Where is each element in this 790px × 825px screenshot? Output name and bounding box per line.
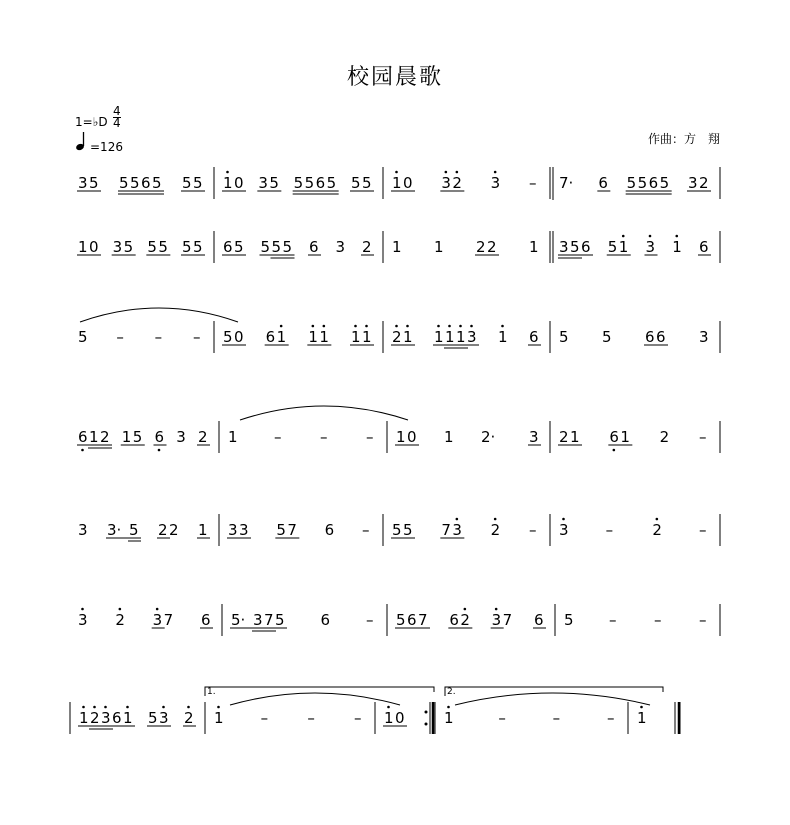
high-octave-dot — [395, 171, 398, 174]
tempo-mark: =126 — [90, 140, 123, 154]
high-octave-dot — [622, 235, 625, 238]
note-digit: 1 — [89, 428, 99, 446]
note-digit: 1 — [78, 238, 88, 256]
high-octave-dot — [312, 325, 315, 328]
note-digit: 5 — [564, 611, 574, 629]
high-octave-dot — [456, 171, 459, 174]
high-octave-dot — [119, 608, 122, 611]
high-octave-dot — [280, 325, 283, 328]
composer-credit: 作曲：方 翔 — [647, 132, 720, 146]
note-digit: 2 — [169, 521, 179, 539]
high-octave-dot — [156, 608, 159, 611]
note-digit: 6 — [141, 174, 151, 192]
high-octave-dot — [126, 706, 129, 709]
note-digit: 6 — [223, 238, 233, 256]
high-octave-dot — [104, 706, 107, 709]
note-digit: 7 — [502, 611, 513, 629]
note-digit: 6 — [645, 328, 655, 346]
note-digit: – — [366, 428, 374, 446]
note-digit: 5 — [260, 238, 271, 256]
tie-slur — [80, 308, 238, 322]
song-title: 校园晨歌 — [346, 65, 443, 90]
note-digit: – — [699, 611, 707, 629]
high-octave-dot — [447, 706, 450, 709]
note-digit: 3 — [239, 521, 249, 539]
note-digit: 1 — [123, 709, 133, 727]
high-octave-dot — [162, 706, 165, 709]
note-digit: 5 — [362, 174, 372, 192]
high-octave-dot — [217, 706, 220, 709]
note-digit: 3 — [645, 238, 656, 256]
note-digit: 1 — [384, 709, 394, 727]
note-digit: 3 — [78, 174, 88, 192]
low-octave-dot — [158, 449, 161, 452]
note-digit: – — [116, 328, 124, 346]
note-digit: 5 — [158, 238, 168, 256]
note-digit: 2 — [490, 521, 501, 539]
note-digit: 6 — [78, 428, 88, 446]
note-digit: 5 — [193, 174, 203, 192]
note-digit: 2 — [362, 238, 372, 256]
note-digit: 3 — [688, 174, 698, 192]
note-digit: 3 — [491, 611, 502, 629]
flat-sign: ♭ — [92, 115, 99, 129]
note-digit: 5 — [130, 174, 140, 192]
note-digit: – — [605, 521, 614, 539]
high-octave-dot — [656, 518, 659, 521]
note-digit: 5 — [148, 709, 158, 727]
note-digit: 5 — [559, 328, 569, 346]
time-top: 4 — [113, 104, 121, 118]
note-digit: 5 — [626, 174, 637, 192]
note-digit: 2· — [481, 428, 496, 446]
note-digit: – — [552, 709, 561, 727]
note-digit: 5 — [293, 174, 304, 192]
note-digit: – — [362, 521, 370, 539]
note-digit: 3 — [112, 238, 123, 256]
note-digit: 3 — [559, 238, 569, 256]
note-digit: 1 — [570, 428, 580, 446]
note-digit: 2 — [392, 328, 402, 346]
note-digit: 5 — [182, 174, 192, 192]
note-digit: 1 — [223, 174, 233, 192]
note-digit: 1 — [392, 238, 402, 256]
note-digit: 1 — [396, 428, 406, 446]
note-digit: – — [529, 521, 537, 539]
high-octave-dot — [464, 608, 467, 611]
note-digit: 5 — [607, 238, 618, 256]
note-digit: 5 — [304, 174, 315, 192]
note-digit: 2 — [460, 611, 470, 629]
note-digit: 3 — [258, 174, 268, 192]
high-octave-dot — [226, 171, 229, 174]
note-digit: 3 — [452, 521, 462, 539]
note-digit: 0 — [407, 428, 417, 446]
note-digit: 3 — [228, 521, 238, 539]
note-digit: – — [529, 174, 537, 192]
note-digit: – — [607, 709, 615, 727]
note-digit: – — [193, 328, 201, 346]
note-digit: 2 — [158, 521, 168, 539]
high-octave-dot — [406, 325, 409, 328]
note-digit: – — [366, 611, 374, 629]
note-digit: 3 — [335, 238, 346, 256]
note-digit: 5 — [276, 521, 286, 539]
high-octave-dot — [448, 325, 451, 328]
high-octave-dot — [445, 171, 448, 174]
note-digit: 1 — [529, 238, 539, 256]
high-octave-dot — [501, 325, 504, 328]
low-octave-dot — [613, 449, 616, 452]
note-digit: 6 — [154, 428, 165, 446]
note-digit: 5 — [326, 174, 337, 192]
note-digit: 5 — [637, 174, 648, 192]
high-octave-dot — [640, 706, 643, 709]
volta-first-label: 1. — [207, 687, 216, 697]
high-octave-dot — [675, 235, 678, 238]
high-octave-dot — [354, 325, 357, 328]
note-digit: 6 — [699, 238, 709, 256]
note-digit: 5 — [659, 174, 670, 192]
note-digit: – — [609, 611, 617, 629]
note-digit: – — [498, 709, 506, 727]
note-digit: 2 — [559, 428, 569, 446]
note-digit: 6 — [449, 611, 459, 629]
note-digit: 3· — [107, 521, 122, 539]
note-digit: 3 — [101, 709, 111, 727]
high-octave-dot — [93, 706, 96, 709]
note-digit: 3 — [78, 521, 88, 539]
note-digit: 5 — [275, 611, 285, 629]
note-digit: 2 — [652, 521, 662, 539]
note-digit: 7 — [264, 611, 274, 629]
note-digit: 3 — [78, 611, 88, 629]
note-digit: 2 — [476, 238, 486, 256]
note-digit: 3 — [699, 328, 709, 346]
note-digit: 5 — [193, 238, 203, 256]
note-digit: 7 — [287, 521, 297, 539]
note-digit: 1 — [498, 328, 508, 346]
note-digit: 5 — [89, 174, 99, 192]
note-digit: 5 — [403, 521, 413, 539]
high-octave-dot — [387, 706, 390, 709]
note-digit: 1 — [351, 328, 361, 346]
note-digit: 5 — [351, 174, 361, 192]
repeat-dot — [425, 711, 428, 714]
note-digit: 5 — [182, 238, 192, 256]
high-octave-dot — [323, 325, 326, 328]
note-digit: 1 — [276, 328, 287, 346]
note-digit: 1 — [618, 238, 629, 256]
note-digit: 2 — [100, 428, 110, 446]
note-digit: – — [654, 611, 662, 629]
high-octave-dot — [81, 608, 84, 611]
note-digit: 6 — [315, 174, 326, 192]
note-digit: 0 — [234, 328, 244, 346]
note-digit: 5 — [123, 238, 134, 256]
note-digit: 5 — [119, 174, 129, 192]
note-digit: 6 — [656, 328, 666, 346]
note-digit: 6 — [201, 611, 211, 629]
note-digit: 5 — [396, 611, 406, 629]
note-digit: 5 — [392, 521, 402, 539]
note-digit: – — [154, 328, 163, 346]
high-octave-dot — [494, 171, 497, 174]
note-digit: 3 — [176, 428, 186, 446]
note-digit: 6 — [309, 238, 319, 256]
note-digit: 3 — [253, 611, 263, 629]
note-digit: 5 — [234, 238, 244, 256]
volta-second-label: 2. — [447, 687, 456, 697]
note-digit: 5 — [282, 238, 293, 256]
note-digit: 5 — [78, 328, 88, 346]
high-octave-dot — [495, 608, 498, 611]
note-digit: 0 — [89, 238, 99, 256]
note-digit: 1 — [456, 328, 466, 346]
note-digit: 5 — [132, 428, 143, 446]
note-digit: 5 — [269, 174, 279, 192]
note-digit: 6 — [598, 174, 608, 192]
note-digit: – — [260, 709, 269, 727]
note-digit: 5 — [147, 238, 157, 256]
note-digit: 2 — [198, 428, 208, 446]
note-digit: 2 — [115, 611, 125, 629]
note-digit: 3 — [152, 611, 163, 629]
high-octave-dot — [649, 235, 652, 238]
high-octave-dot — [395, 325, 398, 328]
note-digit: 6 — [265, 328, 276, 346]
high-octave-dot — [456, 518, 459, 521]
note-digit: 5 — [271, 238, 282, 256]
high-octave-dot — [82, 706, 85, 709]
note-digit: 1 — [121, 428, 132, 446]
note-digit: 3 — [529, 428, 539, 446]
note-digit: 1 — [79, 709, 89, 727]
note-digit: 0 — [403, 174, 413, 192]
note-digit: 6 — [320, 611, 331, 629]
note-digit: 5 — [602, 328, 612, 346]
note-digit: 1 — [228, 428, 238, 446]
tonic-note: D — [98, 115, 108, 129]
note-digit: 3 — [441, 174, 451, 192]
note-digit: 1 — [445, 328, 455, 346]
time-bottom: 4 — [113, 116, 121, 130]
note-digit: 1 — [434, 328, 444, 346]
note-digit: 3 — [467, 328, 477, 346]
high-octave-dot — [494, 518, 497, 521]
note-digit: 2 — [659, 428, 670, 446]
note-digit: 5 — [570, 238, 580, 256]
note-digit: 6 — [407, 611, 417, 629]
note-digit: 2 — [90, 709, 100, 727]
note-digit: 1 — [637, 709, 647, 727]
high-octave-dot — [459, 325, 462, 328]
note-digit: – — [699, 428, 707, 446]
note-digit: 5 — [129, 521, 139, 539]
note-digit: 1 — [444, 709, 454, 727]
low-octave-dot — [81, 449, 84, 452]
note-digit: 6 — [609, 428, 619, 446]
note-digit: 2 — [487, 238, 497, 256]
high-octave-dot — [470, 325, 473, 328]
note-digit: 1 — [214, 709, 224, 727]
note-digit: 1 — [198, 521, 208, 539]
note-digit: 3 — [159, 709, 169, 727]
note-digit: – — [320, 428, 328, 446]
note-digit: 2 — [452, 174, 462, 192]
note-digit: 6 — [534, 611, 544, 629]
note-digit: – — [354, 709, 362, 727]
note-digit: 1 — [319, 328, 329, 346]
high-octave-dot — [365, 325, 368, 328]
tie-slur — [240, 406, 408, 420]
note-digit: 7 — [163, 611, 174, 629]
note-digit: 1 — [362, 328, 372, 346]
note-digit: 2 — [699, 174, 709, 192]
note-digit: 1 — [672, 238, 682, 256]
note-digit: 7· — [559, 174, 574, 192]
note-digit: 1 — [620, 428, 630, 446]
tonic-prefix: 1= — [75, 115, 93, 129]
high-octave-dot — [187, 706, 190, 709]
note-digit: – — [274, 428, 282, 446]
note-digit: 0 — [395, 709, 405, 727]
high-octave-dot — [437, 325, 440, 328]
note-digit: 1 — [392, 174, 402, 192]
note-digit: 5 — [152, 174, 162, 192]
note-digit: 5· — [231, 611, 246, 629]
note-digit: 6 — [324, 521, 335, 539]
note-digit: 1 — [403, 328, 413, 346]
note-digit: 6 — [112, 709, 122, 727]
note-digit: 3 — [490, 174, 501, 192]
volta-second-bracket — [445, 687, 663, 696]
note-digit: 6 — [581, 238, 591, 256]
note-digit: 0 — [234, 174, 244, 192]
note-digit: 6 — [529, 328, 539, 346]
note-digit: 3 — [559, 521, 569, 539]
note-digit: – — [307, 709, 315, 727]
note-digit: 2 — [184, 709, 194, 727]
note-digit: 7 — [418, 611, 428, 629]
note-digit: 5 — [223, 328, 233, 346]
note-digit: – — [699, 521, 707, 539]
note-digit: 6 — [648, 174, 659, 192]
note-digit: 1 — [444, 428, 454, 446]
repeat-dot — [425, 723, 428, 726]
note-digit: 1 — [308, 328, 318, 346]
volta-first-bracket — [205, 687, 434, 696]
note-digit: 7 — [441, 521, 451, 539]
high-octave-dot — [562, 518, 565, 521]
note-digit: 1 — [434, 238, 444, 256]
tie-slur — [455, 693, 650, 705]
